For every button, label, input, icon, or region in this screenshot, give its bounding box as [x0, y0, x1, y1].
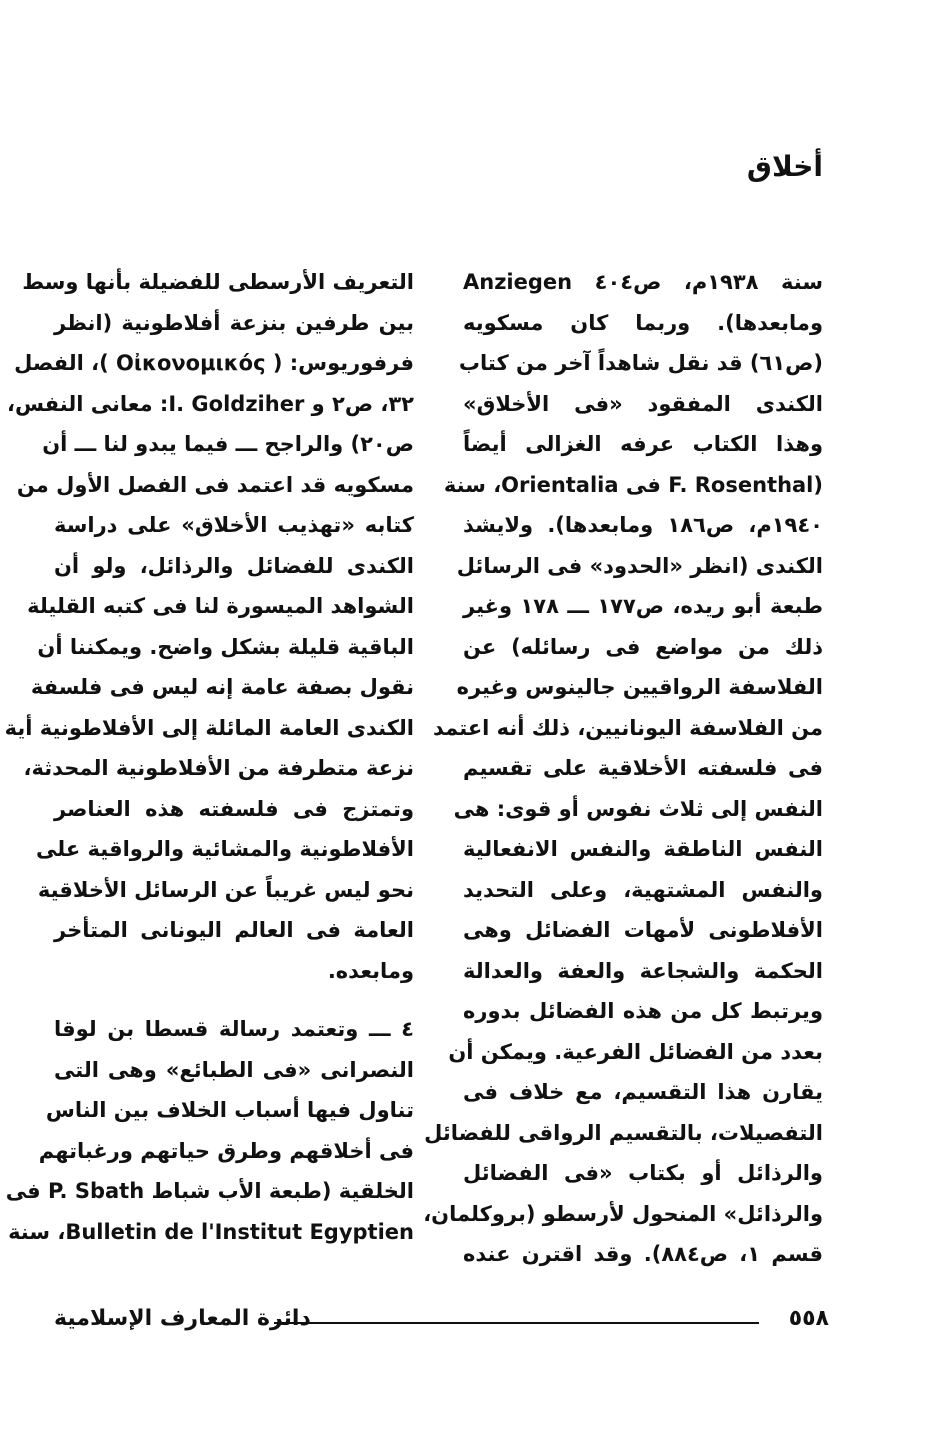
text-line: مسكويه قد اعتمد فى الفصل الأول من [16, 472, 414, 497]
text-line: طبعة أبو ريده، ص١٧٧ ـــ ١٧٨ وغير [463, 594, 823, 618]
text-line: ويرتبط كل من هذه الفضائل بدوره [463, 999, 823, 1023]
text-line: (ص٦١) قد نقل شاهداً آخر من كتاب [458, 351, 823, 375]
text-line: الخلقية (طبعة الأب شباط P. Sbath فى [5, 1179, 414, 1203]
text-line: الكندى العامة المائلة إلى الأفلاطونية أية [4, 715, 414, 740]
left-column [4, 262, 414, 1252]
text-line: والرذائل أو بكتاب «فى الفضائل [463, 1161, 823, 1185]
text-line: يقارن هذا التقسيم، مع خلاف فى [463, 1080, 823, 1104]
text-line: نحو ليس غريباً عن الرسائل الأخلاقية [37, 877, 414, 902]
text-line: الشواهد الميسورة لنا فى كتبه القليلة [27, 594, 414, 618]
text-line: سنة ١٩٣٨م، ص٤٠٤ Anziegen [463, 270, 823, 294]
text-line: (F. Rosenthal فى Orientalia، سنة [443, 472, 823, 497]
text-line: النفس الناطقة والنفس الانفعالية [463, 837, 823, 861]
text-line: فى فلسفته الأخلاقية على تقسيم [463, 756, 823, 780]
text-line: الحكمة والشجاعة والعفة والعدالة [463, 958, 823, 983]
text-line: النفس إلى ثلاث نفوس أو قوى: هى [453, 796, 823, 821]
text-line: الكندى للفضائل والرذائل، ولو أن [54, 553, 414, 578]
text-line: ٣٢، ص٢ و I. Goldziher: معانى النفس، [7, 391, 414, 416]
text-line: وتمتزج فى فلسفته هذه العناصر [54, 796, 414, 821]
text-line: تناول فيها أسباب الخلاف بين الناس [45, 1098, 414, 1122]
text-line: والنفس المشتهية، وعلى التحديد [463, 877, 823, 902]
text-line: نقول بصفة عامة إنه ليس فى فلسفة [30, 675, 414, 699]
text-line: النصرانى «فى الطبائع» وهى التى [54, 1057, 414, 1082]
text-line: بعدد من الفضائل الفرعية. ويمكن أن [448, 1039, 823, 1064]
text-line: فرفوريوس: ( Οἰκονομικός )، الفصل [14, 351, 414, 375]
page-number: ٥٥٨ [788, 1306, 829, 1331]
right-column [423, 262, 824, 1275]
text-line: التعريف الأرسطى للفضيلة بأنها وسط [22, 270, 414, 294]
text-line: الكندى المفقود «فى الأخلاق» [463, 391, 823, 416]
text-line: الأفلاطونى لأمهات الفضائل وهى [463, 918, 823, 942]
text-line: والرذائل» المنحول لأرسطو (بروكلمان، [423, 1201, 823, 1226]
publication-title: دائرة المعارف الإسلامية [54, 1306, 311, 1331]
text-line: الباقية قليلة بشكل واضح. ويمكننا أن [37, 634, 414, 659]
text-line: العامة فى العالم اليونانى المتأخر [54, 918, 414, 942]
text-line: فى أخلاقهم وطرق حياتهم ورغباتهم [38, 1138, 414, 1163]
text-line: Bulletin de l'Institut Egyptien، سنة [8, 1219, 414, 1244]
text-line: من الفلاسفة اليونانيين، ذلك أنه اعتمد [433, 715, 823, 740]
text-line: ومابعده. [327, 958, 414, 983]
text-line: قسم ١، ص٨٨٤). وقد اقترن عنده [463, 1242, 823, 1266]
text-line: نزعة متطرفة من الأفلاطونية المحدثة، [23, 756, 414, 780]
text-line: ٤ ـــ وتعتمد رسالة قسطا بن لوقا [54, 1017, 414, 1041]
text-line: ١٩٤٠م، ص١٨٦ ومابعدها). ولايشذ [463, 513, 824, 537]
page-footer [54, 1300, 829, 1340]
text-line: بين طرفين بنزعة أفلاطونية (انظر [54, 310, 414, 335]
text-line: وهذا الكتاب عرفه الغزالى أيضاً [463, 432, 823, 456]
paragraph-break [54, 991, 414, 1009]
text-line: الأفلاطونية والمشائية والرواقية على [36, 837, 414, 861]
text-line: ص٢٠) والراجح ـــ فيما يبدو لنا ـــ أن [42, 432, 414, 456]
page-header-title: أخلاق [746, 150, 823, 183]
text-line: ذلك من مواضع فى رسائله) عن [463, 634, 823, 659]
text-line: الفلاسفة الرواقيين جالينوس وغيره [456, 675, 823, 699]
text-line: التفصيلات، بالتقسيم الرواقى للفضائل [424, 1120, 823, 1145]
text-line: الكندى (انظر «الحدود» فى الرسائل [456, 553, 823, 578]
footer-divider [274, 1322, 759, 1324]
text-line: ومابعدها). وربما كان مسكويه [463, 310, 823, 335]
text-line: كتابه «تهذيب الأخلاق» على دراسة [54, 513, 414, 537]
